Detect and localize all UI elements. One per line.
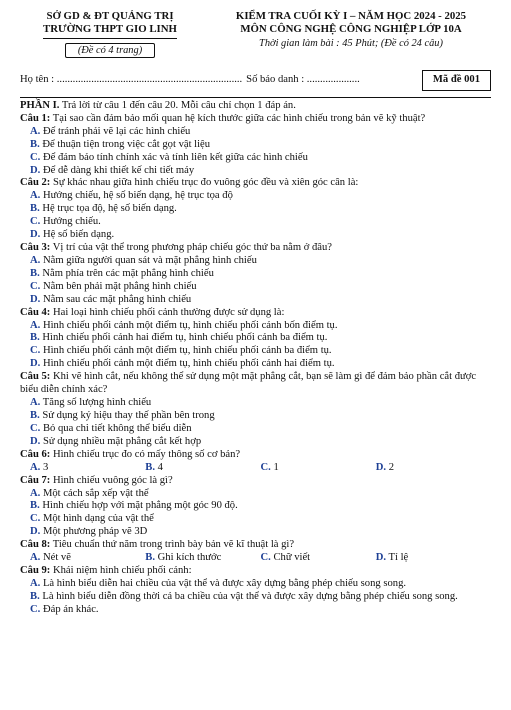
answer-option <box>20 216 491 229</box>
option-text: Nét vẽ <box>40 552 71 564</box>
question <box>20 475 491 488</box>
section-title: PHẦN I. <box>20 99 60 111</box>
exam-content <box>20 100 491 617</box>
option-text: 4 <box>154 461 163 473</box>
pages-note: (Đề có 4 trang) <box>65 43 155 58</box>
option-text: Hệ số biến dạng. <box>40 229 115 241</box>
option-letter: B. <box>30 203 40 215</box>
option-text: Hình chiếu phối cảnh một điểm tụ, hình chiếu phối cảnh ba điểm tụ. <box>40 345 332 357</box>
answer-option <box>145 462 260 475</box>
option-text: Hình chiếu phối cảnh hai điểm tụ, hình chiếu phối cảnh ba điểm tụ. <box>39 332 328 344</box>
option-letter: B. <box>30 267 40 279</box>
option-letter: A. <box>30 319 41 331</box>
option-letter: D. <box>30 164 41 176</box>
option-text: Ghi kích thước <box>154 552 222 564</box>
exam-code-box: Mã đề 001 <box>422 70 491 91</box>
student-name-field: Họ tên : ...................................................................... <box>20 73 243 85</box>
question-text: Hình chiếu vuông góc là gì? <box>50 474 173 486</box>
answer-option <box>261 462 376 475</box>
option-text: Tăng số lượng hình chiếu <box>40 397 152 409</box>
option-letter: C. <box>260 552 271 564</box>
option-text: Nằm phía trên các mặt phẳng hình chiếu <box>39 267 214 279</box>
answer-option <box>20 190 491 203</box>
option-text: Là hình biểu diễn đồng thời cả ba chiều của vật thể và được xây dựng bằng phép chiếu song song. <box>39 590 458 602</box>
answer-option <box>376 552 491 565</box>
option-text: Đáp án khác. <box>40 603 99 615</box>
student-id-field: Số báo danh : .................... <box>246 73 360 85</box>
answer-option <box>20 203 491 216</box>
option-letter: A. <box>30 487 41 499</box>
question <box>20 371 491 397</box>
answer-option <box>20 152 491 165</box>
question <box>20 539 491 552</box>
question-text: Sự khác nhau giữa hình chiếu trục đo vuông góc đều và xiên góc cân là: <box>50 177 359 189</box>
answer-option <box>376 462 491 475</box>
answer-option <box>20 423 491 436</box>
option-text: Một cách sắp xếp vật thể <box>40 487 149 499</box>
option-text: Hệ trục tọa độ, hệ số biến dạng. <box>39 203 177 215</box>
header-left <box>20 10 200 58</box>
question <box>20 242 491 255</box>
time-note: Thời gian làm bài : 45 Phút; (Đề có 24 câu) <box>259 37 443 49</box>
answer-option <box>20 255 491 268</box>
department-name: SỞ GD & ĐT QUẢNG TRỊ <box>46 10 174 22</box>
question-text: Khái niệm hình chiếu phối cảnh: <box>50 565 192 577</box>
option-text: Để thuận tiện trong việc cắt gọt vật liệu <box>39 138 211 150</box>
question-text: Hình chiếu trục đo có mấy thông số cơ bản? <box>50 448 241 460</box>
exam-header <box>20 0 491 58</box>
option-letter: C. <box>30 513 41 525</box>
question <box>20 113 491 126</box>
option-letter: A. <box>30 190 41 202</box>
option-text: Hình chiếu phối cảnh một điểm tụ, hình chiếu phối cảnh bốn điểm tụ. <box>40 319 338 331</box>
answer-option <box>145 552 260 565</box>
answer-option <box>20 139 491 152</box>
option-text: Là hình biểu diễn hai chiều của vật thể và được xây dựng bằng phép chiếu song song. <box>40 578 407 589</box>
option-letter: C. <box>30 422 41 434</box>
option-text: Để dễ dàng khi thiết kế chi tiết máy <box>40 164 195 176</box>
question <box>20 449 491 462</box>
question <box>20 565 491 578</box>
answer-option <box>20 358 491 371</box>
answer-option <box>20 229 491 242</box>
answer-option <box>20 345 491 358</box>
answer-option <box>20 591 491 604</box>
question-number: Câu 6: <box>20 448 51 460</box>
option-letter: D. <box>375 461 387 473</box>
answer-option <box>20 320 491 333</box>
question-number: Câu 7: <box>20 474 51 486</box>
option-text: Chữ viết <box>270 552 311 564</box>
answer-option <box>20 513 491 526</box>
option-letter: D. <box>30 358 41 370</box>
question <box>20 307 491 320</box>
option-letter: A. <box>30 461 41 473</box>
option-text: Hình chiếu hợp với mặt phẳng một góc 90 độ. <box>39 500 238 512</box>
question-text: Tiêu chuẩn thứ năm trong trình bày bản vẽ kĩ thuật là gì? <box>50 539 295 551</box>
option-letter: A. <box>30 578 41 589</box>
question-number: Câu 2: <box>20 177 51 189</box>
answer-option <box>20 488 491 501</box>
question-text: Vị trí của vật thể trong phương pháp chiếu góc thứ ba nằm ở đâu? <box>50 242 332 254</box>
answer-option <box>20 268 491 281</box>
answer-option <box>20 281 491 294</box>
option-letter: C. <box>30 603 41 615</box>
option-letter: D. <box>30 229 41 241</box>
question-number: Câu 9: <box>20 565 51 577</box>
answer-option <box>20 165 491 178</box>
option-letter: C. <box>30 151 41 163</box>
question-text: Tại sao cần đảm bảo mối quan hệ kích thước giữa các hình chiếu trong bản vẽ kỹ thuật? <box>50 112 426 124</box>
answer-option <box>20 410 491 423</box>
option-text: Hướng chiếu. <box>40 216 101 228</box>
option-text: Nằm giữa người quan sát và mặt phẳng hình chiếu <box>40 254 257 266</box>
answer-option <box>20 604 491 617</box>
option-text: Nằm bên phải mặt phẳng hình chiếu <box>40 280 197 292</box>
header-divider <box>20 97 491 98</box>
subject-title: MÔN CÔNG NGHỆ CÔNG NGHIỆP LỚP 10A <box>240 23 462 36</box>
option-text: 3 <box>40 461 49 473</box>
answer-option <box>20 126 491 139</box>
question-number: Câu 4: <box>20 306 51 318</box>
section-text: Trả lời từ câu 1 đến câu 20. Mỗi câu chỉ chọn 1 đáp án. <box>59 99 296 111</box>
option-text: Một phương pháp vẽ 3D <box>40 526 148 538</box>
option-letter: B. <box>30 590 40 602</box>
question-text: Khi vẽ hình cắt, nếu không thể sử dụng một mặt phẳng cắt, bạn sẽ làm gì để đảm bảo phần cắt được biểu diễn chính xác? <box>20 371 477 396</box>
question-number: Câu 3: <box>20 242 51 254</box>
answer-option <box>30 552 145 565</box>
answer-option-row <box>20 462 491 475</box>
option-text: Hướng chiếu, hệ số biến dạng, hệ trục tọa độ <box>40 190 233 202</box>
answer-option <box>20 578 491 591</box>
section-instruction <box>20 100 491 113</box>
question-text: Hai loại hình chiếu phối cảnh thường được sử dụng là: <box>50 306 285 318</box>
header-right <box>211 10 491 58</box>
option-text: Để tránh phải vẽ lại các hình chiếu <box>40 125 191 137</box>
option-letter: D. <box>375 552 387 564</box>
answer-option <box>20 397 491 410</box>
option-letter: B. <box>30 332 40 344</box>
option-text: Hình chiếu phối cảnh một điểm tụ, hình chiếu phối cảnh hai điểm tụ. <box>40 358 335 370</box>
option-text: 1 <box>270 461 279 473</box>
option-letter: D. <box>30 293 41 305</box>
option-text: Để đảm bảo tính chính xác và tính liên kết giữa các hình chiếu <box>40 151 308 163</box>
question <box>20 177 491 190</box>
answer-option <box>30 462 145 475</box>
option-letter: B. <box>145 461 155 473</box>
option-letter: B. <box>30 410 40 422</box>
school-name: TRƯỜNG THPT GIO LINH <box>43 23 177 38</box>
option-letter: A. <box>30 397 41 409</box>
answer-option <box>20 436 491 449</box>
option-letter: B. <box>30 138 40 150</box>
option-letter: B. <box>145 552 155 564</box>
answer-option <box>20 526 491 539</box>
answer-option-row <box>20 552 491 565</box>
question-number: Câu 8: <box>20 539 51 551</box>
option-letter: D. <box>30 435 41 447</box>
question-number: Câu 5: <box>20 371 51 383</box>
option-letter: C. <box>30 345 41 357</box>
exam-title: KIỂM TRA CUỐI KỲ I – NĂM HỌC 2024 - 2025 <box>235 10 467 22</box>
option-letter: B. <box>30 500 40 512</box>
option-text: Sử dụng ký hiệu thay thế phần bên trong <box>39 410 215 422</box>
option-letter: A. <box>30 254 41 266</box>
option-text: Tỉ lệ <box>386 552 409 564</box>
option-letter: C. <box>30 216 41 228</box>
option-text: Nằm sau các mặt phẳng hình chiếu <box>40 293 192 305</box>
option-text: Sử dụng nhiều mặt phẳng cắt kết hợp <box>40 435 202 447</box>
answer-option <box>20 500 491 513</box>
answer-option <box>261 552 376 565</box>
option-letter: C. <box>30 280 41 292</box>
option-text: 2 <box>386 461 395 473</box>
answer-option <box>20 332 491 345</box>
option-text: Bỏ qua chi tiết không thể biểu diễn <box>40 422 192 434</box>
question-number: Câu 1: <box>20 112 51 124</box>
option-letter: A. <box>30 125 41 137</box>
answer-option <box>20 294 491 307</box>
option-letter: A. <box>30 552 41 564</box>
student-info-row <box>20 70 491 91</box>
option-letter: D. <box>30 526 41 538</box>
option-letter: C. <box>260 461 271 473</box>
option-text: Một hình dạng của vật thể <box>40 513 154 525</box>
